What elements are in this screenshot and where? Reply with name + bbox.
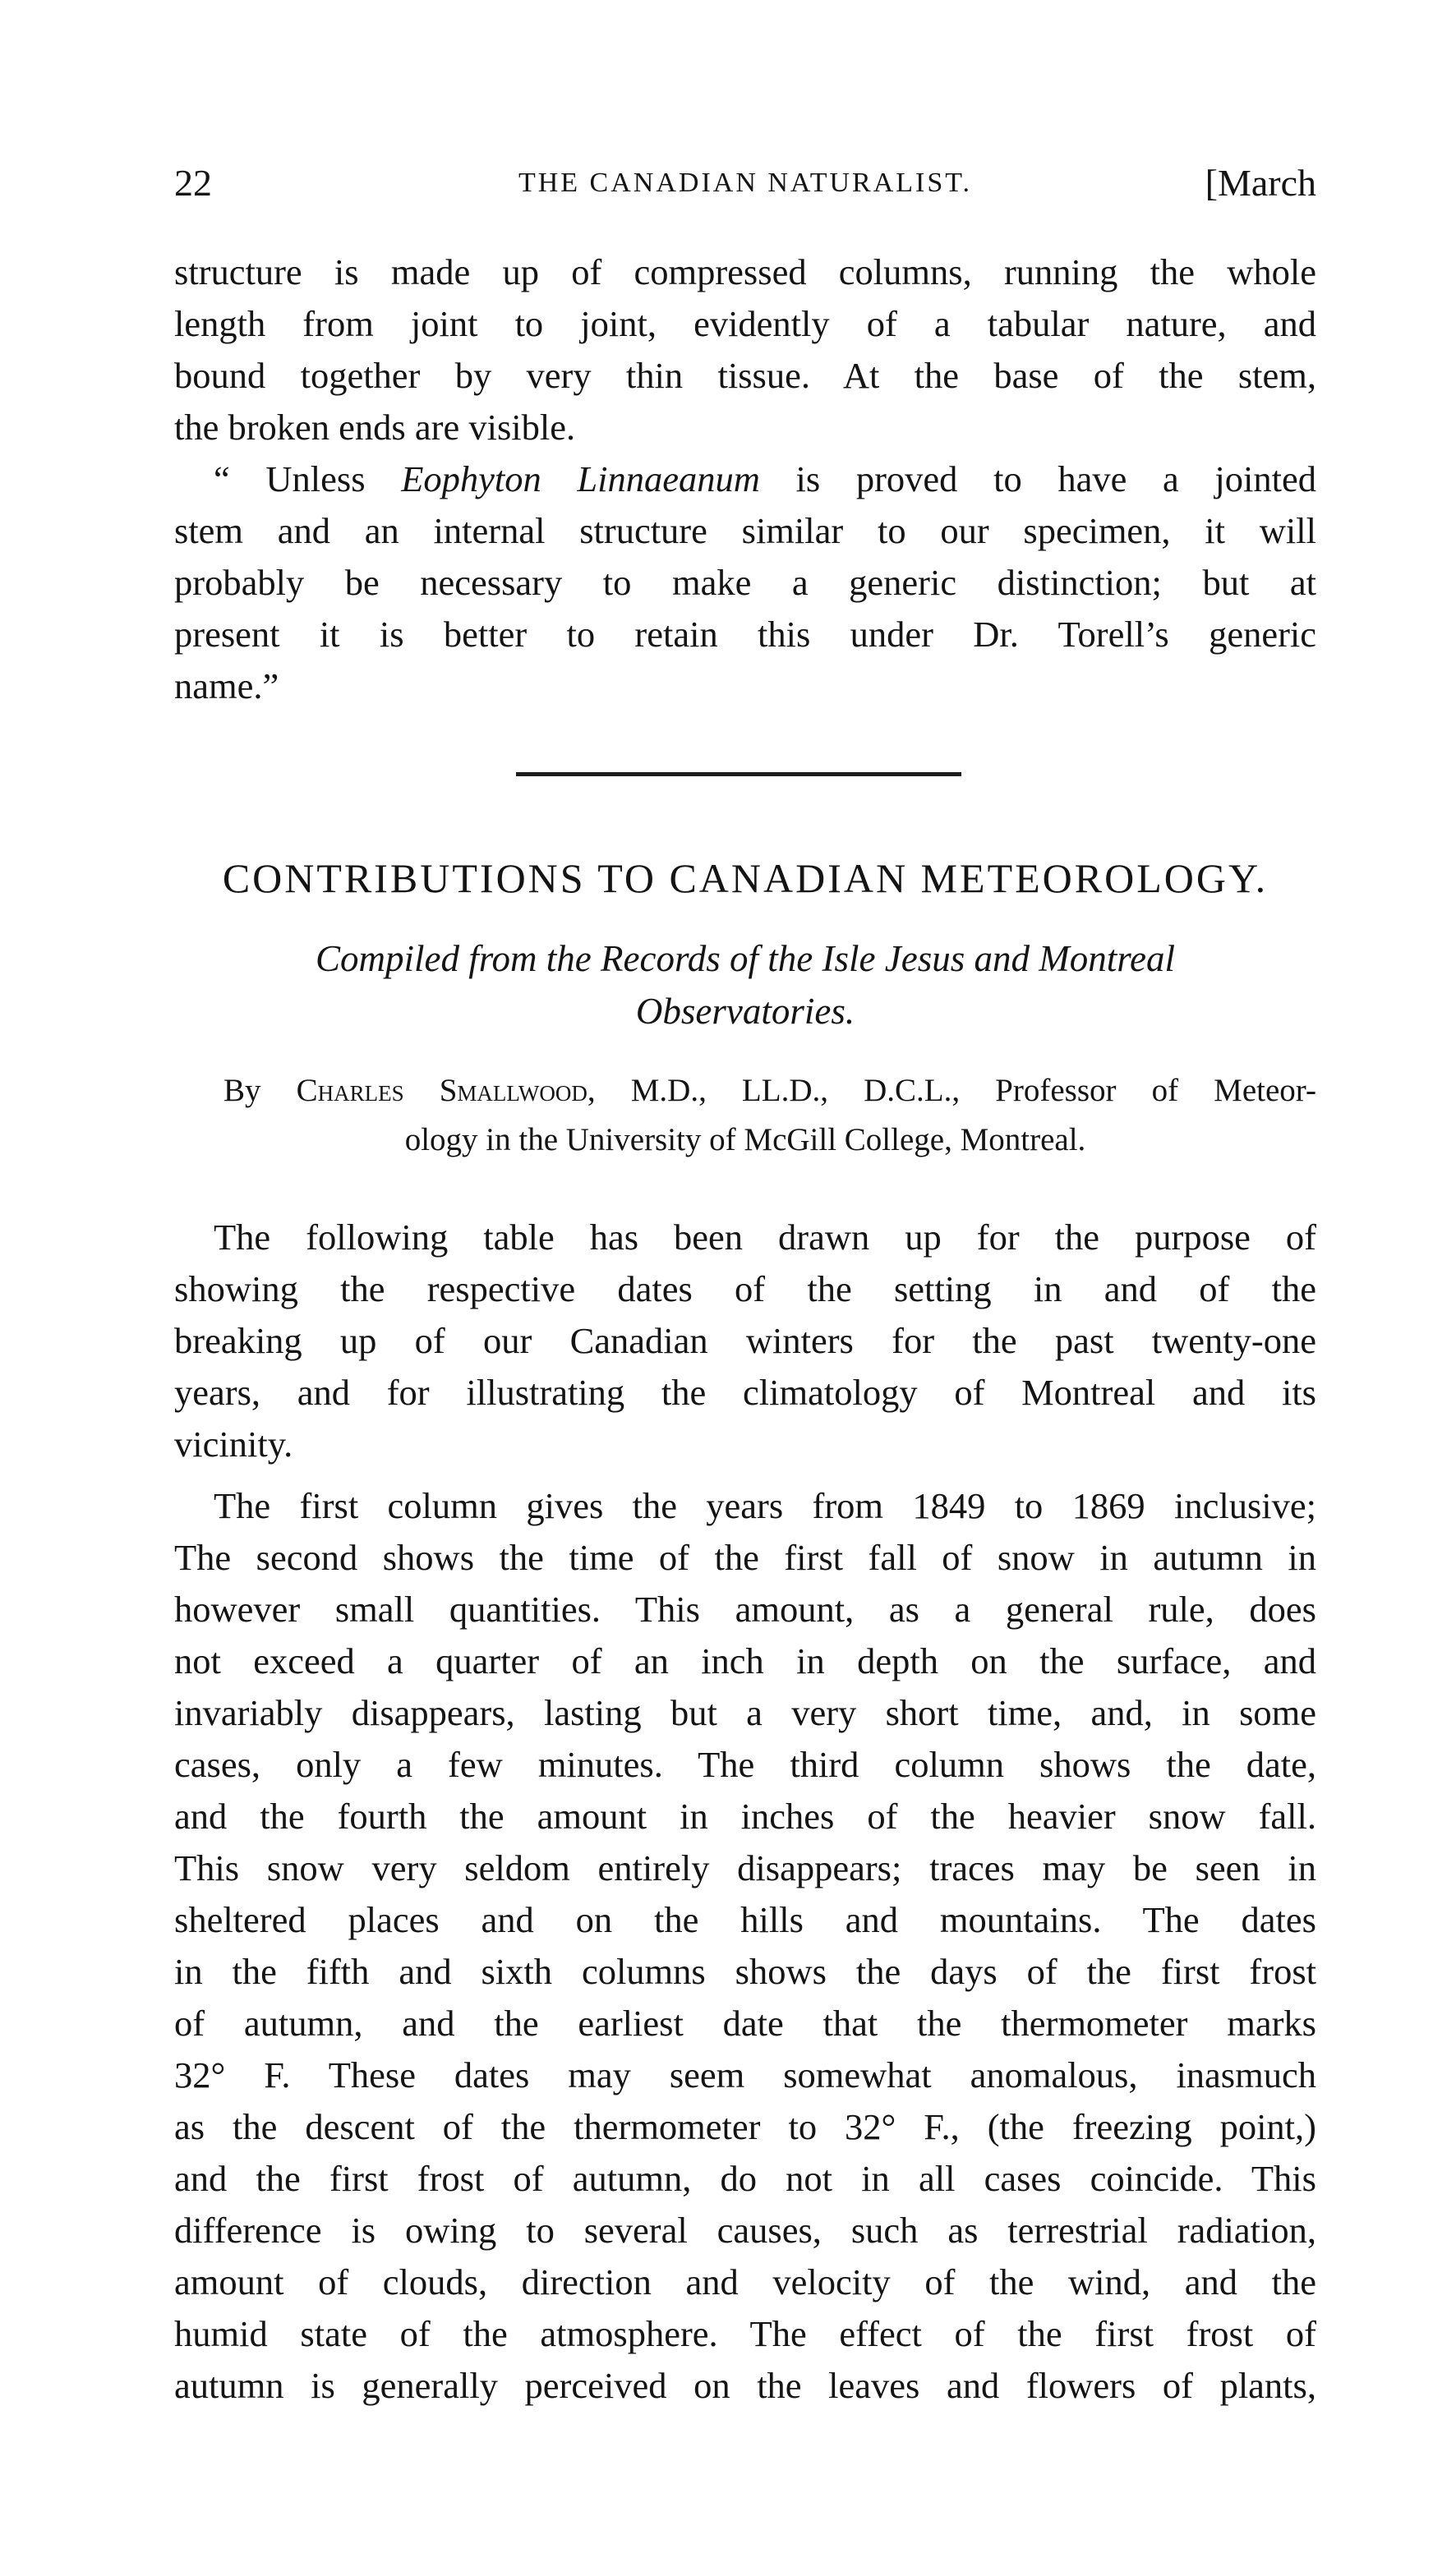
byline-by: By xyxy=(223,1073,297,1108)
text-line: showing the respective dates of the setting in and of the xyxy=(174,1268,1316,1309)
text-line: and the first frost of autumn, do not in all cases coincide. This xyxy=(174,2158,1316,2199)
text-line: The following table has been drawn up for the purpose of xyxy=(214,1217,1316,1258)
text-line: years, and for illustrating the climatology of Montreal and its xyxy=(174,1372,1316,1413)
byline-line xyxy=(174,1066,1316,1116)
article-title: CONTRIBUTIONS TO CANADIAN METEOROLOGY. xyxy=(222,855,1269,901)
text-line: as the descent of the thermometer to 32° F., (the freezing point,) xyxy=(174,2106,1316,2147)
text-line: autumn is generally perceived on the leaves and flowers of plants, xyxy=(174,2365,1316,2406)
text-line: length from joint to joint, evidently of a tabular nature, and xyxy=(174,303,1316,344)
article-body xyxy=(174,1212,1316,2412)
section-divider xyxy=(516,772,961,776)
text-line: humid state of the atmosphere. The effect of the first frost of xyxy=(174,2313,1316,2354)
text-line: 32° F. These dates may seem somewhat anomalous, inasmuch xyxy=(174,2054,1316,2095)
text-line: This snow very seldom entirely disappears; traces may be seen in xyxy=(174,1847,1316,1888)
running-head-month: [March xyxy=(1205,162,1316,204)
text-line: and the fourth the amount in inches of the heavier snow fall. xyxy=(174,1796,1316,1837)
text-line: breaking up of our Canadian winters for the past twenty-one xyxy=(174,1320,1316,1361)
text-line: sheltered places and on the hills and mountains. The dates xyxy=(174,1899,1316,1940)
paragraph-gap xyxy=(174,1470,1316,1480)
text-line: however small quantities. This amount, as a general rule, does xyxy=(174,1589,1316,1630)
text-line: structure is made up of compressed columns, running the whole xyxy=(174,251,1316,292)
text-line: cases, only a few minutes. The third column shows the date, xyxy=(174,1744,1316,1785)
text-line: vicinity. xyxy=(174,1424,293,1465)
text-line: probably be necessary to make a generic distinction; but at xyxy=(174,562,1316,603)
byline-affiliation: ology in the University of McGill College, Montreal. xyxy=(404,1122,1086,1157)
text-line: The first column gives the years from 1849 to 1869 inclusive; xyxy=(214,1485,1316,1526)
text-line: bound together by very thin tissue. At the base of the stem, xyxy=(174,355,1316,396)
text-line: not exceed a quarter of an inch in depth on the surface, and xyxy=(174,1640,1316,1681)
journal-title: THE CANADIAN NATURALIST. xyxy=(518,168,973,198)
text-line: present it is better to retain this under Dr. Torell’s generic xyxy=(174,614,1316,655)
subtitle-line: Compiled from the Records of the Isle Jesus and Montreal xyxy=(315,938,1176,979)
text-line: invariably disappears, lasting but a very short time, and, in some xyxy=(174,1692,1316,1733)
page-number: 22 xyxy=(174,162,212,204)
byline xyxy=(174,1066,1316,1165)
text-line: name.” xyxy=(174,665,279,706)
author-name: Charles Smallwood xyxy=(296,1073,587,1108)
open-quote: “ Unless xyxy=(214,458,402,499)
continued-text xyxy=(174,246,1316,712)
text-line: difference is owing to several causes, such as terrestrial radiation, xyxy=(174,2210,1316,2251)
text-line: The second shows the time of the first fall of snow in autumn in xyxy=(174,1537,1316,1578)
species-name: Eophyton Linnaeanum xyxy=(401,458,760,499)
quote-first-line xyxy=(174,453,1316,505)
quote-line-rest: is proved to have a jointed xyxy=(759,458,1316,499)
article-subtitle xyxy=(174,932,1316,1037)
text-line: amount of clouds, direction and velocity of the wind, and the xyxy=(174,2261,1316,2302)
subtitle-line: Observatories. xyxy=(635,991,855,1032)
text-line: of autumn, and the earliest date that the thermometer marks xyxy=(174,2003,1316,2044)
text-line: in the fifth and sixth columns shows the days of the first frost xyxy=(174,1951,1316,1992)
author-credentials: , M.D., LL.D., D.C.L., Professor of Meteor- xyxy=(587,1073,1316,1108)
text-line: the broken ends are visible. xyxy=(174,407,576,448)
running-head xyxy=(174,161,1316,214)
text-line: stem and an internal structure similar to our specimen, it will xyxy=(174,510,1316,551)
